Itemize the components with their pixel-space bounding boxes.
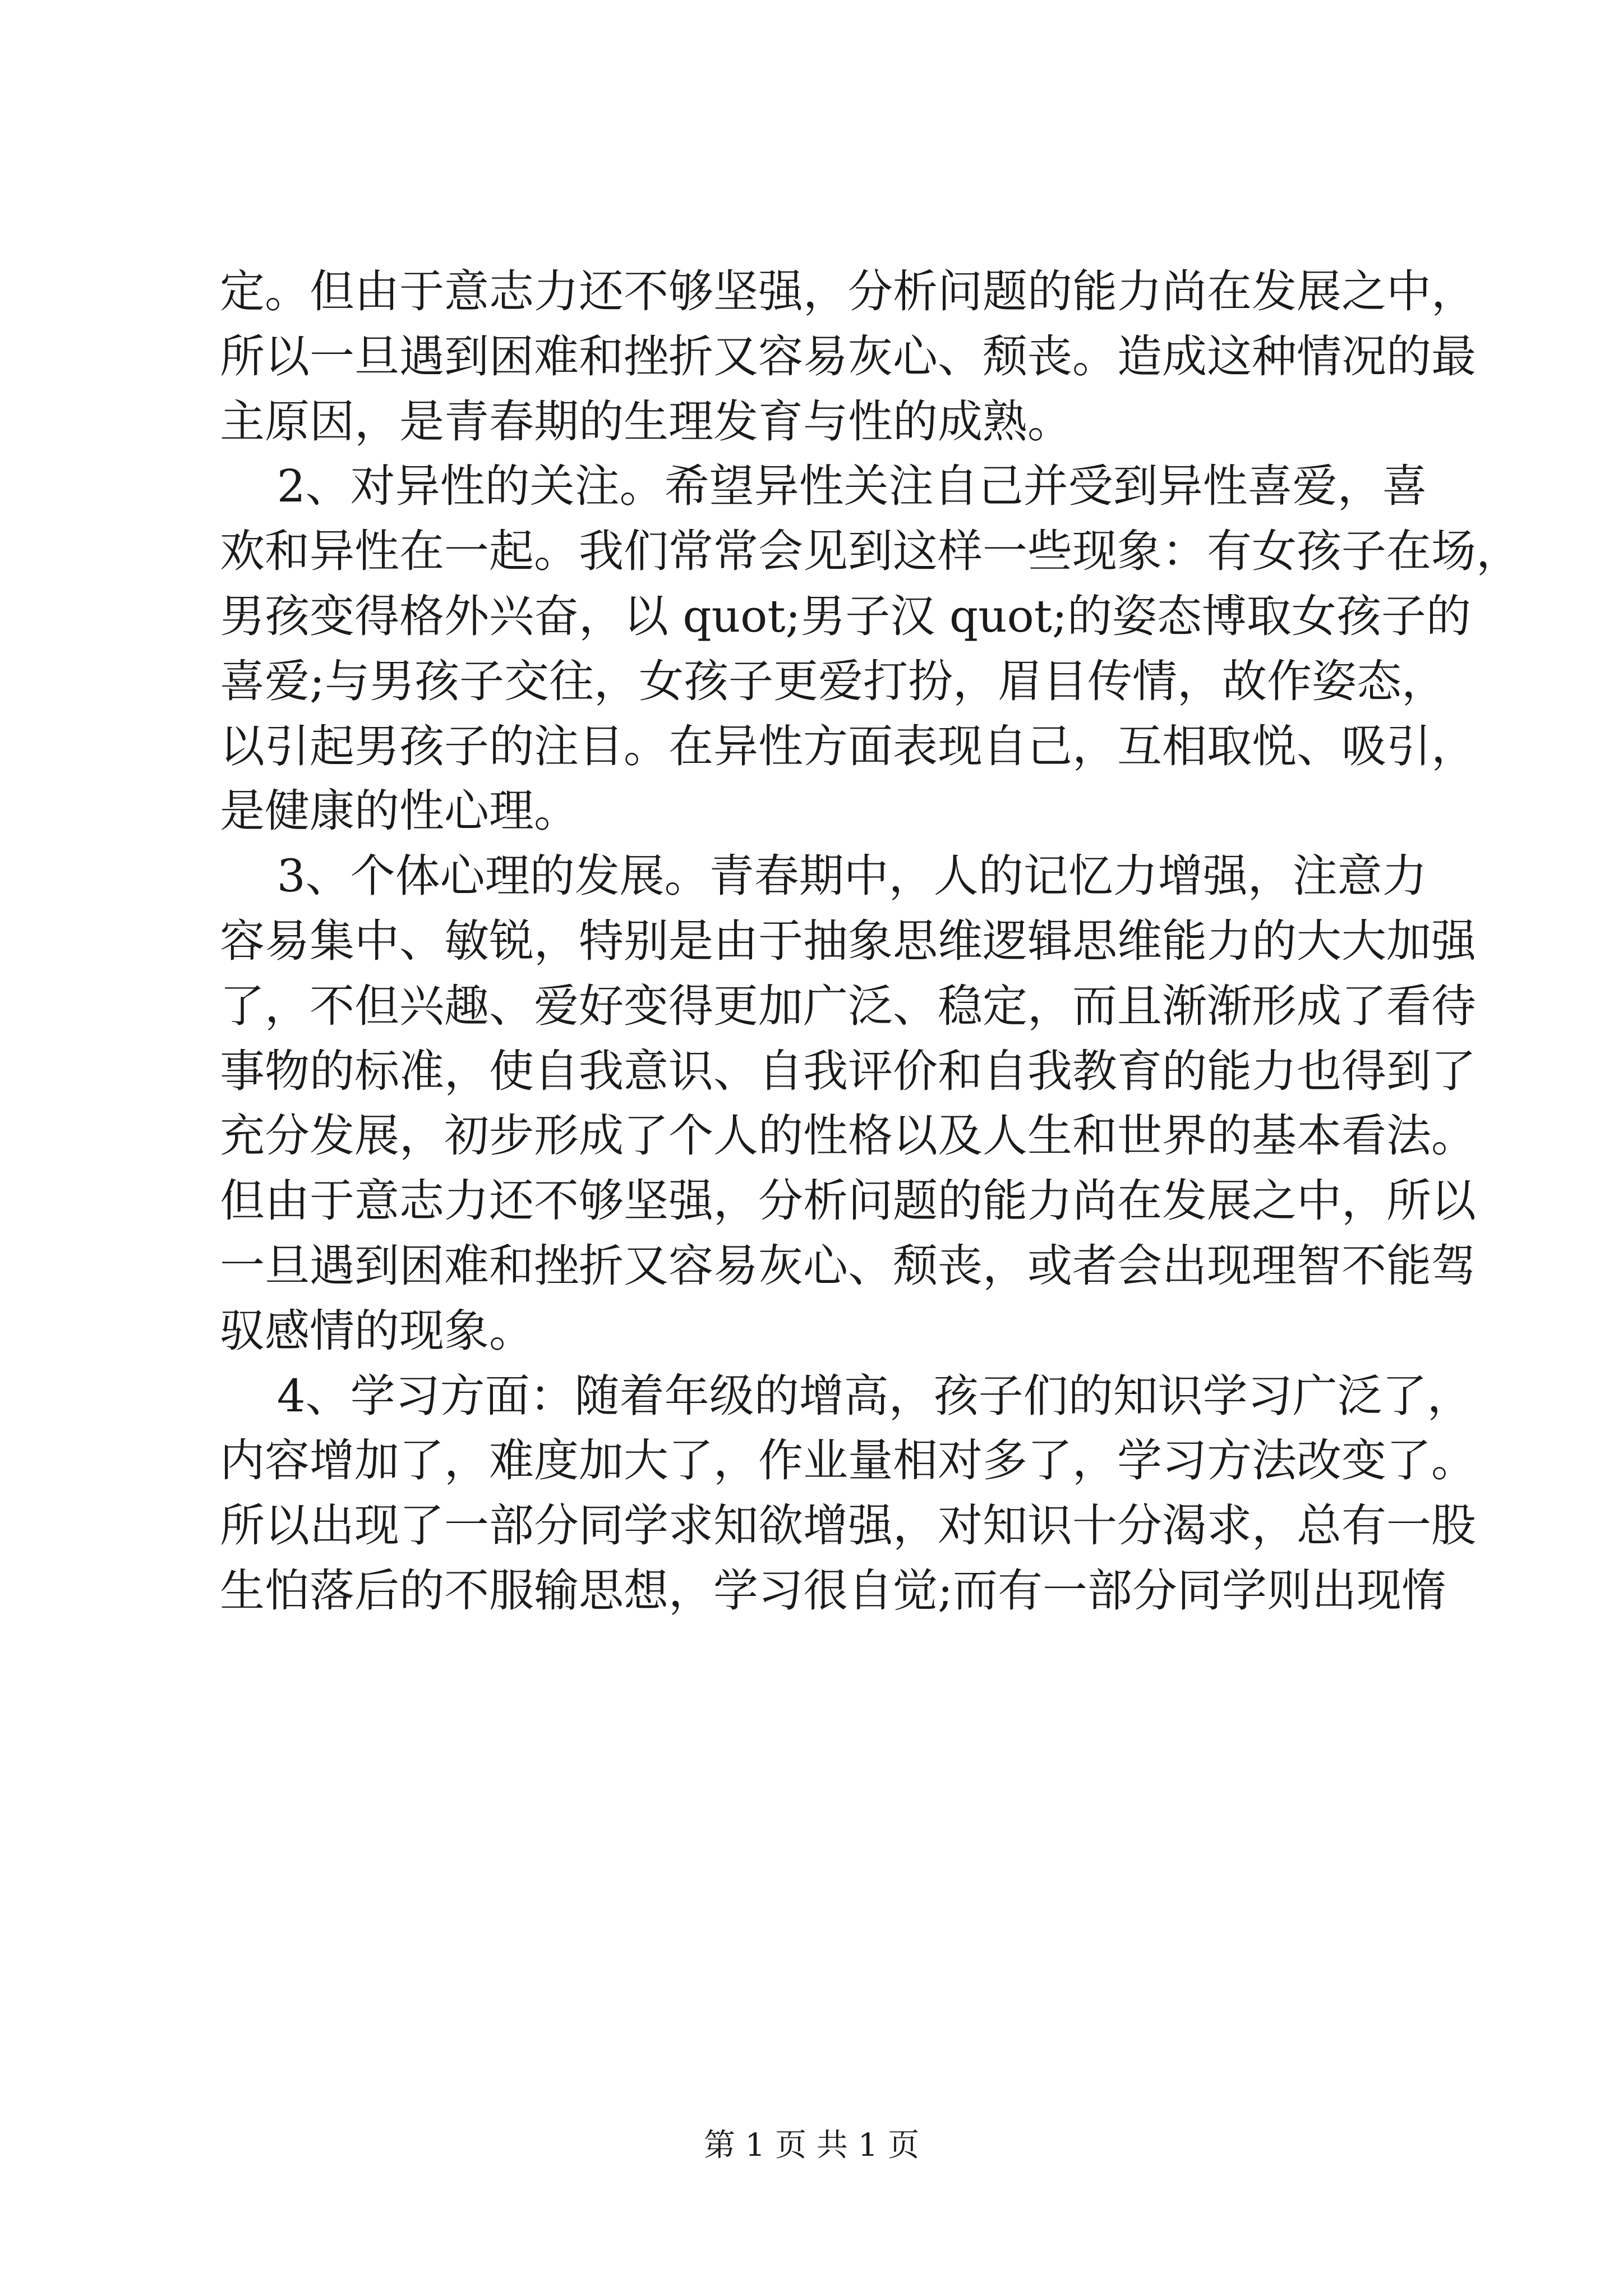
document-body: [220, 259, 1521, 1623]
text-line: 充分发展，初步形成了个人的性格以及人生和世界的基本看法。: [220, 1110, 1476, 1162]
text-line: 欢和异性在一起。我们常常会见到这样一些现象：有女孩子在场，: [220, 525, 1521, 578]
text-line: 生怕落后的不服输思想，学习很自觉;而有一部分同学则出现惰: [220, 1564, 1446, 1617]
page-number-label: 第 1 页 共 1 页: [703, 2127, 920, 2164]
text-line: 4、学习方面：随着年级的增高，孩子们的知识学习广泛了，: [220, 1369, 1472, 1422]
text-line: 一旦遇到困难和挫折又容易灰心、颓丧，或者会出现理智不能驾: [220, 1239, 1476, 1292]
text-line: 主原因，是青春期的生理发育与性的成熟。: [220, 395, 1072, 448]
text-line: 以引起男孩子的注目。在异性方面表现自己，互相取悦、吸引，: [220, 720, 1476, 772]
page-footer: [0, 2126, 1623, 2165]
text-line: 所以一旦遇到困难和挫折又容易灰心、颓丧。造成这种情况的最: [220, 330, 1476, 383]
text-line: 喜爱;与男孩子交往，女孩子更爱打扮，眉目传情，故作姿态，: [220, 655, 1446, 707]
text-line: 容易集中、敏锐，特别是由于抽象思维逻辑思维能力的大大加强: [220, 914, 1476, 967]
text-line: 定。但由于意志力还不够坚强，分析问题的能力尚在发展之中，: [220, 265, 1476, 318]
text-line: 了，不但兴趣、爱好变得更加广泛、稳定，而且渐渐形成了看待: [220, 979, 1476, 1032]
text-line: 2、对异性的关注。希望异性关注自己并受到异性喜爱，喜: [220, 460, 1427, 513]
text-line: 3、个体心理的发展。青春期中，人的记忆力增强，注意力: [220, 850, 1427, 903]
text-line: 驭感情的现象。: [220, 1304, 534, 1357]
text-line: 男孩变得格外兴奋，以 quot;男子汉 quot;的姿态博取女孩子的: [220, 590, 1471, 642]
text-line: 但由于意志力还不够坚强，分析问题的能力尚在发展之中，所以: [220, 1175, 1476, 1227]
text-line: 内容增加了，难度加大了，作业量相对多了，学习方法改变了。: [220, 1434, 1476, 1487]
text-line: 是健康的性心理。: [220, 785, 579, 838]
text-line: 事物的标准，使自我意识、自我评价和自我教育的能力也得到了: [220, 1045, 1476, 1097]
text-line: 所以出现了一部分同学求知欲增强，对知识十分渴求，总有一股: [220, 1499, 1476, 1552]
